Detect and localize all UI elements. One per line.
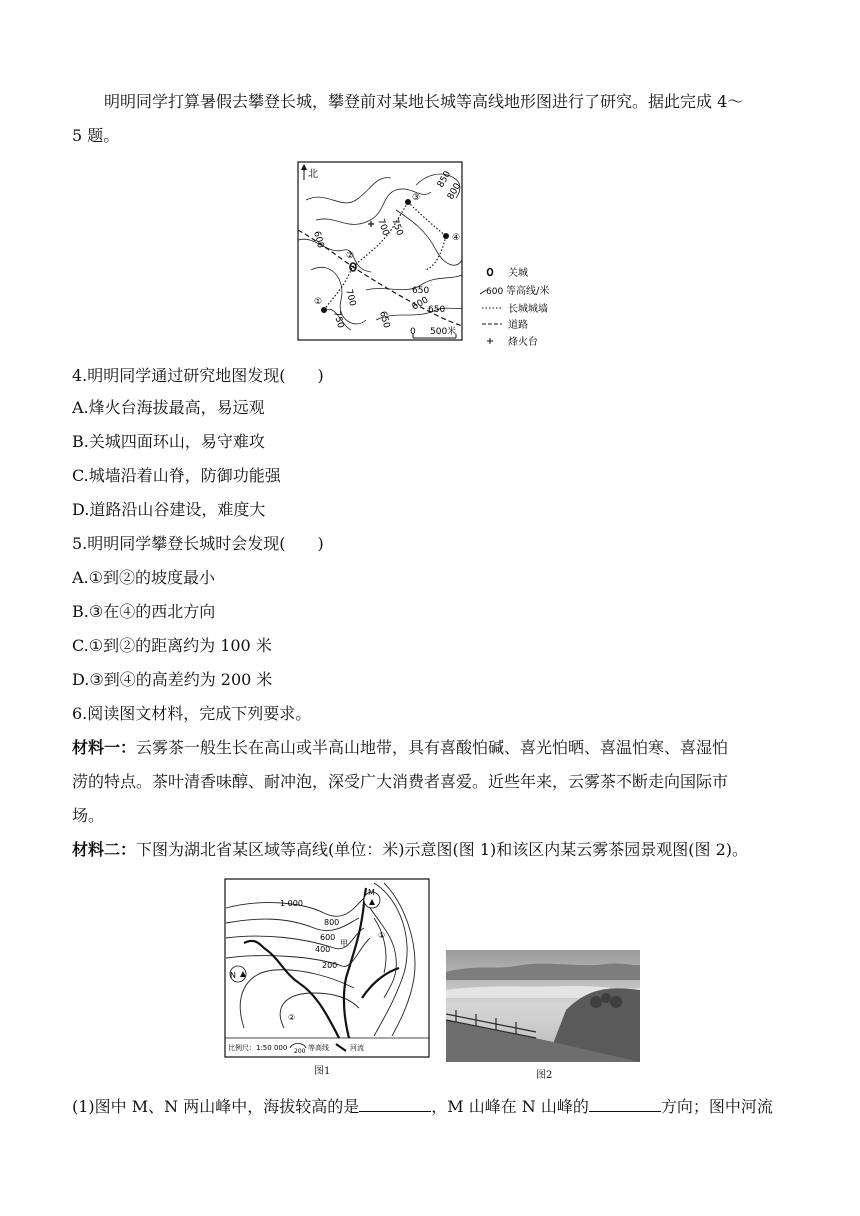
svg-text:河流: 河流 [350,1044,364,1052]
svg-text:M: M [368,888,375,897]
svg-text:750: 750 [389,217,405,238]
svg-text:200: 200 [322,961,338,970]
svg-text:等高线/米: 等高线/米 [506,286,550,297]
svg-text:1 000: 1 000 [280,899,303,908]
svg-text:N: N [230,971,236,980]
q5-option-b[interactable]: B.③在④的西北方向 [72,602,216,621]
q6-stem: 6.阅读图文材料，完成下列要求。 [72,704,312,723]
svg-text:650: 650 [412,286,430,296]
guancheng-icon [488,269,493,276]
svg-text:长城城墙: 长城城墙 [508,304,548,315]
q5-option-a[interactable]: A.①到②的坡度最小 [72,568,215,587]
q4-option-d[interactable]: D.道路沿山谷建设，难度大 [72,500,266,519]
svg-text:650: 650 [377,310,392,330]
material-2-label: 材料二： [72,840,137,859]
q4-option-a[interactable]: A.烽火台海拔最高，易远观 [72,398,265,417]
svg-text:道路: 道路 [508,320,528,331]
fig1-point-1-label: ① [378,931,386,940]
point-3-label: ③ [412,193,421,203]
figure-1-contour-map [224,878,430,1058]
svg-text:200: 200 [294,1048,306,1055]
svg-text:600: 600 [410,295,431,313]
beacon-symbol [368,221,374,227]
figure-2-caption: 图2 [536,1070,553,1081]
figure-1-caption: 图1 [314,1066,331,1077]
answer-blank-2[interactable] [589,1097,661,1112]
svg-text:750: 750 [331,310,346,330]
material-2-line: 材料二：下图为湖北省某区域等高线(单位：米)示意图(图 1)和该区内某云雾茶园景观图(图 2)。 [72,840,749,859]
fig1-point-2-label: ② [288,1013,296,1022]
svg-text:等高线: 等高线 [308,1044,329,1052]
peak-n-symbol [230,966,246,982]
svg-text:700: 700 [375,217,391,238]
intro-line-2: 5 题。 [72,126,120,145]
svg-text:烽火台: 烽火台 [508,337,538,348]
svg-text:0: 0 [410,327,416,337]
q4-stem: 4.明明同学通过研究地图发现( ) [72,366,324,385]
q5-stem: 5.明明同学攀登长城时会发现( ) [72,534,324,553]
great-wall-contour-map [296,160,566,350]
figure-2-tea-garden-photo [446,950,640,1062]
q4-option-b[interactable]: B.关城四面环山，易守难攻 [72,432,265,451]
q4-option-c[interactable]: C.城墙沿着山脊，防御功能强 [72,466,281,485]
svg-text:850: 850 [435,169,454,190]
material-1-line-3: 场。 [72,806,105,825]
svg-text:600: 600 [320,933,336,942]
material-1-line-2: 涝的特点。茶叶清香味醇、耐冲泡，深受广大消费者喜爱。近些年来，云雾茶不断走向国际市 [72,772,729,791]
q5-option-d[interactable]: D.③到④的高差约为 200 米 [72,670,273,689]
point-2-label: ② [346,251,355,261]
sub-question-1: (1)图中 M、N 两山峰中，海拔较高的是 ，M 山峰在 N 山峰的 方向；图中河流 [72,1097,773,1116]
q5-option-c[interactable]: C.①到②的距离约为 100 米 [72,636,272,655]
north-label: 北 [308,169,318,180]
svg-text:600: 600 [311,230,326,250]
point-1-label: ① [314,297,323,307]
svg-text:800: 800 [445,181,464,202]
point-jia-label: 甲 [340,939,348,948]
map1-legend [480,266,549,348]
svg-text:比例尺：1:50 000: 比例尺：1:50 000 [228,1044,288,1052]
intro-line-1: 明明同学打算暑假去攀登长城，攀登前对某地长城等高线地形图进行了研究。据此完成 4～ [104,92,744,111]
svg-text:700: 700 [343,288,358,308]
material-1-label: 材料一： [72,738,137,757]
answer-blank-1[interactable] [359,1097,431,1112]
fig1-legend [228,1043,364,1055]
beacon-icon [487,338,493,344]
material-1-line-1: 材料一：云雾茶一般生长在高山或半高山地带，具有喜酸怕碱、喜光怕晒、喜温怕寒、喜湿怕 [72,738,729,757]
svg-text:400: 400 [315,945,331,954]
svg-text:650: 650 [428,305,446,315]
svg-text:800: 800 [324,918,340,927]
scale-bar [410,325,456,338]
svg-text:600: 600 [486,287,504,297]
point-4-label: ④ [452,233,461,243]
svg-text:500米: 500米 [430,327,457,337]
svg-text:关城: 关城 [508,268,528,279]
